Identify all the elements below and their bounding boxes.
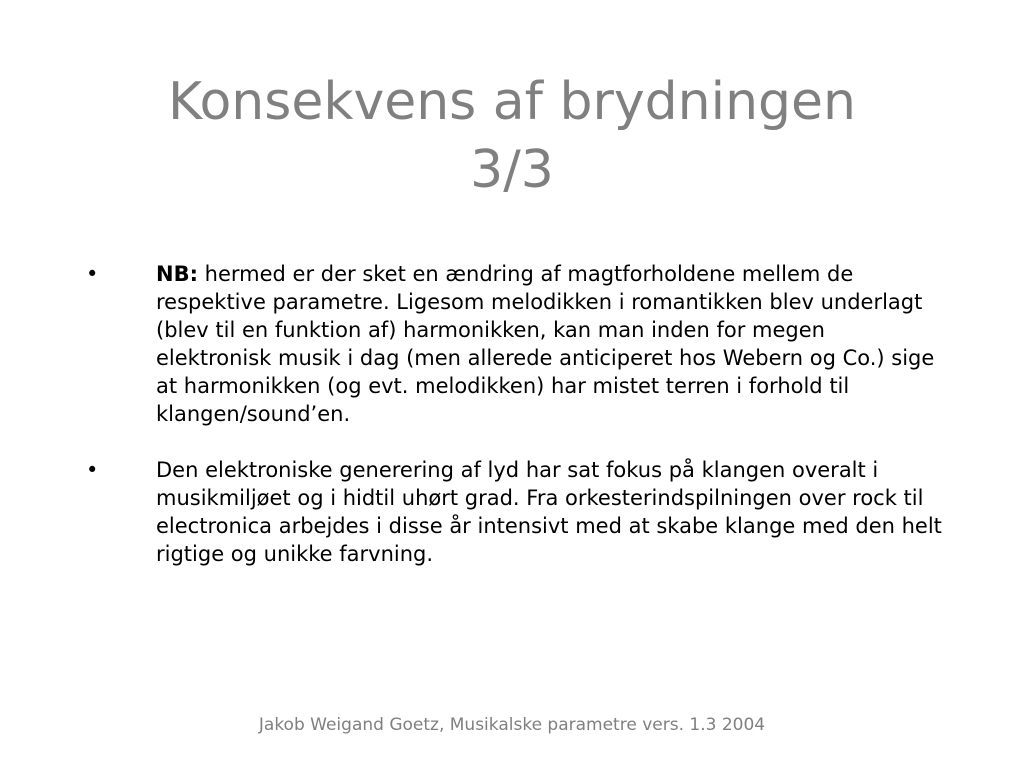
bullet-text: hermed er der sket en ændring af magtforholdene mellem de respektive parametre. Ligesom melodikken i romantikken blev underlagt (blev til en funktion af) harmonikken, kan man inden for megen elektronisk musik i dag (men allerede anticiperet hos Webern og Co.) sige at harmonikken (og evt. melodikken) har mistet terren i forhold til klangen/sound’en. [156,262,935,426]
bullet-emphasis-label: NB: [156,262,198,286]
slide-title-line-2: 3/3 [470,140,554,200]
slide-footer: Jakob Weigand Goetz, Musikalske parametre vers. 1.3 2004 [258,715,766,735]
slide-title-line-1: Konsekvens af brydningen [167,72,856,132]
bullet-dot-icon: • [86,262,99,286]
bullet-text: Den elektroniske generering af lyd har sat fokus på klangen overalt i musikmiljøet og i hidtil uhørt grad. Fra orkesterindspilningen over rock til electronica arbejdes i disse år intensivt med at skabe klange med den helt rigtige og unikke farvning. [156,458,942,566]
bullet-dot-icon: • [86,458,99,482]
bullet-item-electronic [86,456,946,568]
bullet-item-nb [86,260,946,428]
bullet-list [86,260,946,596]
slide-title [0,68,1024,204]
